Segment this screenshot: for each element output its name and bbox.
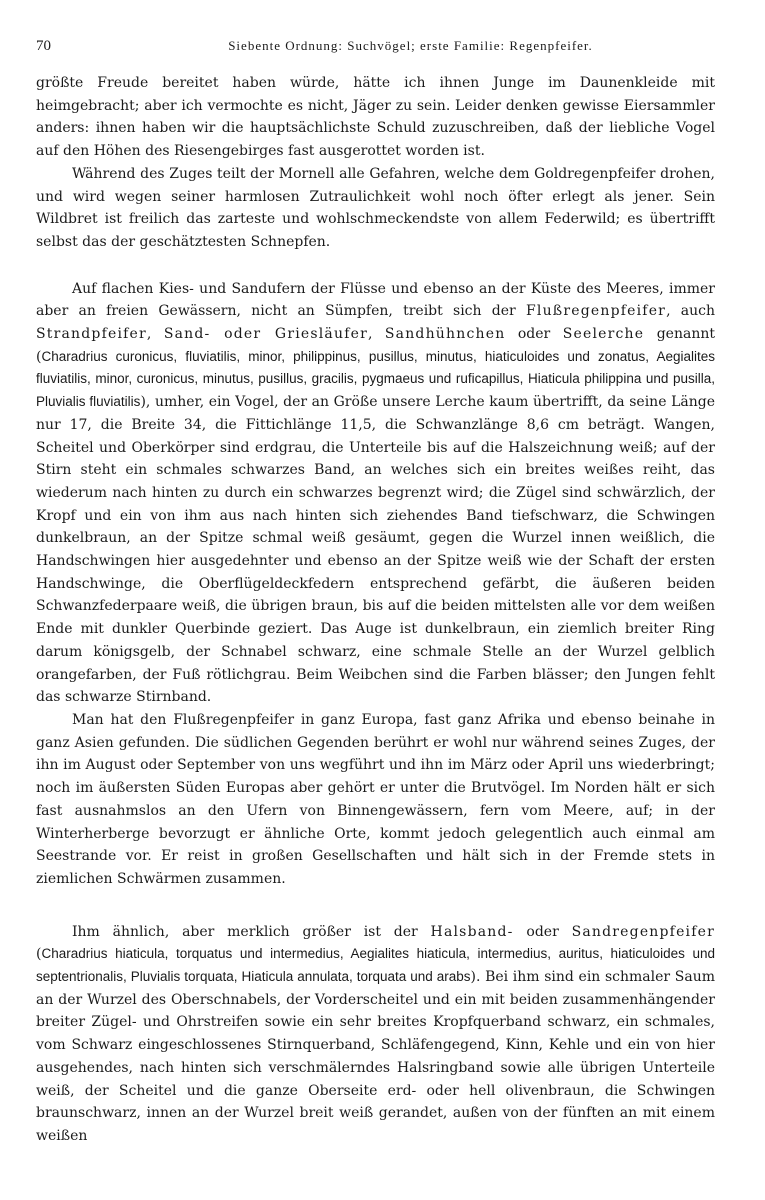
text-run: oder xyxy=(505,326,563,343)
page-body xyxy=(36,72,715,1148)
paragraph-distribution: Man hat den Flußregenpfeifer in ganz Europa, fast ganz Afrika und ebenso beinahe in ganz Asien gefunden. Die südlichen Gegenden berührt er wohl nur während seines Zuges, der ihn im August oder September von uns wegführt und ihn im März oder April uns wiederbringt; noch im äußersten Süden Europas aber gehört er unter die Brutvögel. Im Norden hält er sich fast ausnahmslos an den Ufern von Binnengewässern, fern vom Meere, auf; in der Winterherberge bevorzugt er ähnliche Orte, kommt jedoch gelegentlich auch einmal am Seestrande vor. Er reist in großen Gesellschaften und hält sich in der Fremde stets in ziemlichen Schwärmen zusammen. xyxy=(36,711,715,887)
text-run: , xyxy=(367,326,385,343)
text-run: ), umher, ein Vogel, der an Größe unsere Lerche kaum übertrifft, da seine Länge nur 17, die Breite 34, die Fittichlänge 11,5, die Schwanzlänge 8,6 cm beträgt. Wangen, Scheitel und Oberkörper sind erdgrau, die Unterteile bis auf die Halszeichnung weiß; auf der Stirn steht ein schmales schwarzes Band, an welches sich ein breites weißes reiht, das wiederum nach hinten zu durch ein schwarzes begrenzt wird; die Zügel sind schwärzlich, der Kropf und ein von ihm aus nach hinten sich ziehendes Band tiefschwarz, die Schwingen dunkelbraun, an der Spitze schmal weiß gesäumt, gegen die Wurzel innen weißlich, die Handschwingen hier ausgedehnter und ebenso an der Spitze weiß wie der Schaft der ersten Handschwinge, die Oberflügeldeckfedern entsprechend gefärbt, die äußeren beiden Schwanzfederpaare weiß, die übrigen braun, bis auf die beiden mittelsten alle vor dem weißen Ende mit dunkler Querbinde geziert. Das Auge ist dunkelbraun, ein ziemlich breiter Ring darum königsgelb, der Schnabel schwarz, eine schmale Stelle an der Wurzel gelblich orangefarben, der Fuß rötlichgrau. Beim Weibchen sind die Farben blässer; den Jungen fehlt das schwarze Stirnband. xyxy=(36,394,715,706)
paragraph-flussregenpfeifer-description xyxy=(36,278,715,709)
species-name: Halsband- xyxy=(430,923,514,940)
text-run: Auf flachen Kies- und Sandufern der Flüsse und ebenso an der Küste des Meeres, immer aber an freien Gewässern, nicht an Sümpfen, treibt sich der xyxy=(36,280,715,320)
text-run: , auch xyxy=(666,303,716,320)
species-name: Sandhühnchen xyxy=(384,326,506,343)
text-run: Ihm ähnlich, aber merklich größer ist der xyxy=(72,923,431,940)
species-name: Seelerche xyxy=(562,326,645,343)
species-name: Strandpfeifer xyxy=(36,326,147,343)
species-name: Sand- oder Griesläufer xyxy=(163,326,368,343)
text-run: oder xyxy=(513,923,572,940)
text-run: ( xyxy=(36,946,42,963)
text-run: , xyxy=(146,326,164,343)
species-name: Flußregenpfeifer xyxy=(526,303,667,320)
latin-synonyms: Charadrius curonicus, fluviatilis, minor, philippinus, pusillus, minutus, hiaticuloides und zonatus, Aegialites fluviatilis, minor, curonicus, minutus, pusillus, gracilis, pygmaeus und ruficapillus, Hiaticula philippina und pusilla, Pluvialis fluviatilis xyxy=(36,348,715,410)
paragraph-continuation: größte Freude bereitet haben würde, hätte ich ihnen Junge im Daunenkleide mit heimgebracht; aber ich vermochte es nicht, Jäger zu sein. Leider denken gewisse Eiersammler anders: ihnen haben wir die hauptsächlichste Schuld zuzuschreiben, daß der liebliche Vogel auf den Höhen des Riesengebirges fast ausgerottet worden ist. xyxy=(36,75,715,160)
text-run: genannt ( xyxy=(36,326,715,365)
paragraph-sandregenpfeifer-description xyxy=(36,921,715,1148)
paragraph-mornell-hunting: Während des Zuges teilt der Mornell alle Gefahren, welche dem Goldregenpfeifer drohen, und wird wegen seiner harmlosen Zutraulichkeit wohl noch öfter erlegt als jener. Sein Wildbret ist freilich das zarteste und wohlschmeckendste von allem Federwild; es übertrifft selbst das der geschätztesten Schnepfen. xyxy=(36,165,715,250)
page-header xyxy=(36,38,715,60)
text-run: ). Bei ihm sind ein schmaler Saum an der Wurzel des Oberschnabels, der Vorderscheitel und ein mit beiden zusammenhängender breiter Zügel- und Ohrstreifen sowie ein sehr breites Kropfquerband schwarz, ein schmales, vom Schwarz eingeschlossenes Stirnquerband, Schläfengegend, Kinn, Kehle und ein von hier ausgehendes, nach hinten sich verschmälerndes Halsringband sowie alle übrigen Unterteile weiß, der Scheitel und die ganze Oberseite erd- oder hell olivenbraun, die Schwingen braunschwarz, innen an der Wurzel breit weiß gerandet, außen von der fünften an mit einem weißen xyxy=(36,969,716,1144)
page-number: 70 xyxy=(36,38,51,54)
species-name: Sandregenpfeifer xyxy=(571,923,715,940)
running-head: Siebente Ordnung: Suchvögel; erste Familie: Regenpfeifer. xyxy=(228,38,593,53)
latin-synonyms: Charadrius hiaticula, torquatus und intermedius, Aegialites hiaticula, intermedius, auritus, hiaticuloides und septentrionalis, Pluvialis torquata, Hiaticula annulata, torquata und arabs xyxy=(36,946,715,985)
